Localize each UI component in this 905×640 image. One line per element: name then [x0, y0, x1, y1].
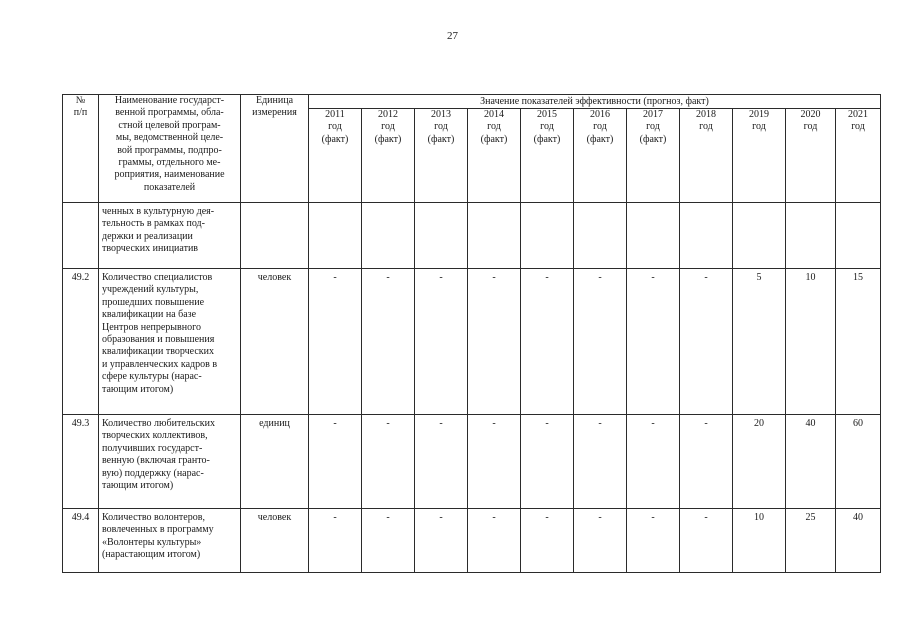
year-label: 2018	[696, 109, 716, 120]
row-value: -	[309, 415, 362, 509]
year-label: 2016	[590, 109, 610, 120]
header-year-2017	[627, 109, 680, 203]
year-label: 2015	[537, 109, 557, 120]
row-name-line: вую) поддержку (нарас-	[102, 467, 204, 479]
row-value	[521, 203, 574, 269]
year-label: год	[540, 121, 554, 133]
row-value: -	[574, 269, 627, 415]
row-num: 49.3	[63, 415, 99, 509]
year-label: год	[434, 121, 448, 133]
year-label: год	[646, 121, 660, 133]
row-name	[99, 269, 241, 415]
header-name-line: показателей	[143, 181, 196, 193]
header-year-2018	[680, 109, 733, 203]
row-value: -	[680, 415, 733, 509]
row-value: 25	[786, 509, 836, 573]
year-label: год	[752, 121, 766, 133]
year-label: (факт)	[374, 133, 402, 145]
year-label: (факт)	[480, 133, 508, 145]
header-year-2012	[362, 109, 415, 203]
header-unit-cell	[241, 95, 309, 203]
header-unit-line: Единица	[255, 95, 294, 106]
year-label: год	[699, 121, 713, 133]
row-value: -	[627, 509, 680, 573]
row-name-line: сфере культуры (нарас-	[102, 371, 202, 383]
table-row	[63, 203, 881, 269]
year-label: год	[328, 121, 342, 133]
year-label: 2011	[325, 109, 345, 120]
year-label: 2013	[431, 109, 451, 120]
row-value: -	[680, 509, 733, 573]
row-name-line: учреждений культуры,	[102, 284, 199, 296]
row-name-line: тающим итогом)	[102, 383, 174, 395]
header-year-2013	[415, 109, 468, 203]
header-name-line: Наименование государст-	[114, 95, 225, 106]
row-value: -	[468, 415, 521, 509]
row-value: -	[680, 269, 733, 415]
row-name-line: вовлеченных в программу	[102, 524, 214, 536]
row-value: 40	[786, 415, 836, 509]
row-unit: человек	[241, 509, 309, 573]
row-value	[786, 203, 836, 269]
row-name-line: Центров непрерывного	[102, 321, 201, 333]
row-value: 10	[786, 269, 836, 415]
row-value	[680, 203, 733, 269]
year-label: (факт)	[586, 133, 614, 145]
row-name-line: творческих коллективов,	[102, 430, 208, 442]
header-num-cell	[63, 95, 99, 203]
year-label: 2014	[484, 109, 504, 120]
header-num-line: №	[75, 95, 86, 106]
row-value: -	[362, 269, 415, 415]
header-name-line: мы, ведомственной целе-	[115, 132, 224, 144]
row-name-line: образования и повышения	[102, 334, 215, 346]
header-name-line: граммы, отдельного ме-	[118, 157, 221, 169]
row-value	[415, 203, 468, 269]
year-label: 2012	[378, 109, 398, 120]
row-name-line: ченных в культурную дея-	[102, 206, 215, 217]
row-value: -	[309, 269, 362, 415]
row-value: -	[468, 269, 521, 415]
row-name-line: творческих инициатив	[102, 243, 199, 255]
row-name	[99, 203, 241, 269]
row-value: -	[574, 509, 627, 573]
header-name-line: вой программы, подпро-	[117, 144, 222, 156]
year-label: 2017	[643, 109, 663, 120]
year-label: (факт)	[533, 133, 561, 145]
row-value: -	[574, 415, 627, 509]
row-unit	[241, 203, 309, 269]
row-value	[309, 203, 362, 269]
row-name-line: Количество волонтеров,	[102, 512, 205, 523]
header-name-line: стной целевой програм-	[118, 119, 221, 131]
row-value	[627, 203, 680, 269]
row-value	[362, 203, 415, 269]
row-name-line: Количество любительских	[102, 418, 215, 429]
row-value: -	[362, 415, 415, 509]
indicators-table	[62, 94, 881, 573]
header-year-2014	[468, 109, 521, 203]
row-name-line: тающим итогом)	[102, 480, 174, 492]
row-name-line: прошедших повышение	[102, 296, 205, 308]
row-num: 49.4	[63, 509, 99, 573]
row-value: -	[362, 509, 415, 573]
row-value: -	[627, 269, 680, 415]
header-name-line: роприятия, наименование	[114, 169, 225, 181]
year-label: год	[803, 121, 818, 133]
row-num: 49.2	[63, 269, 99, 415]
row-value	[836, 203, 881, 269]
year-label: (факт)	[639, 133, 667, 145]
row-num	[63, 203, 99, 269]
year-label: год	[593, 121, 607, 133]
year-label: 2021	[848, 109, 869, 120]
row-name-line: квалификации творческих	[102, 346, 214, 358]
row-value	[468, 203, 521, 269]
row-name	[99, 415, 241, 509]
page-number: 27	[447, 30, 458, 42]
row-value: -	[415, 269, 468, 415]
table-row	[63, 269, 881, 415]
row-value	[733, 203, 786, 269]
row-name-line: квалификации на базе	[102, 309, 197, 321]
header-year-2016	[574, 109, 627, 203]
year-label: год	[487, 121, 501, 133]
row-value: -	[627, 415, 680, 509]
header-group-title: Значение показателей эффективности (прогноз, факт)	[309, 95, 881, 109]
row-value: 20	[733, 415, 786, 509]
header-year-2019	[733, 109, 786, 203]
row-value	[574, 203, 627, 269]
row-value: -	[415, 509, 468, 573]
row-value: -	[468, 509, 521, 573]
header-name-cell	[99, 95, 241, 203]
row-name-line: Количество специалистов	[102, 272, 213, 283]
header-year-2021	[836, 109, 881, 203]
header-name-line: венной программы, обла-	[115, 107, 224, 119]
table-row	[63, 509, 881, 573]
row-name-line: венную (включая гранто-	[102, 455, 210, 467]
header-unit-line: измерения	[252, 107, 297, 119]
row-name	[99, 509, 241, 573]
table-row	[63, 415, 881, 509]
header-year-2020	[786, 109, 836, 203]
row-value: -	[521, 509, 574, 573]
year-label: 2020	[800, 109, 821, 120]
row-value: 5	[733, 269, 786, 415]
year-label: год	[381, 121, 395, 133]
year-label: (факт)	[427, 133, 455, 145]
year-label: (факт)	[321, 133, 349, 145]
row-name-line: (нарастающим итогом)	[102, 549, 201, 561]
header-year-2011	[309, 109, 362, 203]
row-unit: человек	[241, 269, 309, 415]
header-num-line: п/п	[73, 107, 88, 119]
row-name-line: получивших государст-	[102, 442, 203, 454]
row-name-line: тельность в рамках под-	[102, 218, 205, 230]
row-value: -	[415, 415, 468, 509]
year-label: 2019	[749, 109, 769, 120]
header-year-2015	[521, 109, 574, 203]
row-value: 60	[836, 415, 881, 509]
year-label: год	[851, 121, 865, 133]
row-name-line: «Волонтеры культуры»	[102, 536, 202, 548]
row-unit: единиц	[241, 415, 309, 509]
row-value: -	[309, 509, 362, 573]
row-value: 40	[836, 509, 881, 573]
row-value: 10	[733, 509, 786, 573]
row-name-line: держки и реализации	[102, 230, 193, 242]
row-value: -	[521, 269, 574, 415]
row-value: -	[521, 415, 574, 509]
row-value: 15	[836, 269, 881, 415]
row-name-line: и управленческих кадров в	[102, 358, 218, 370]
